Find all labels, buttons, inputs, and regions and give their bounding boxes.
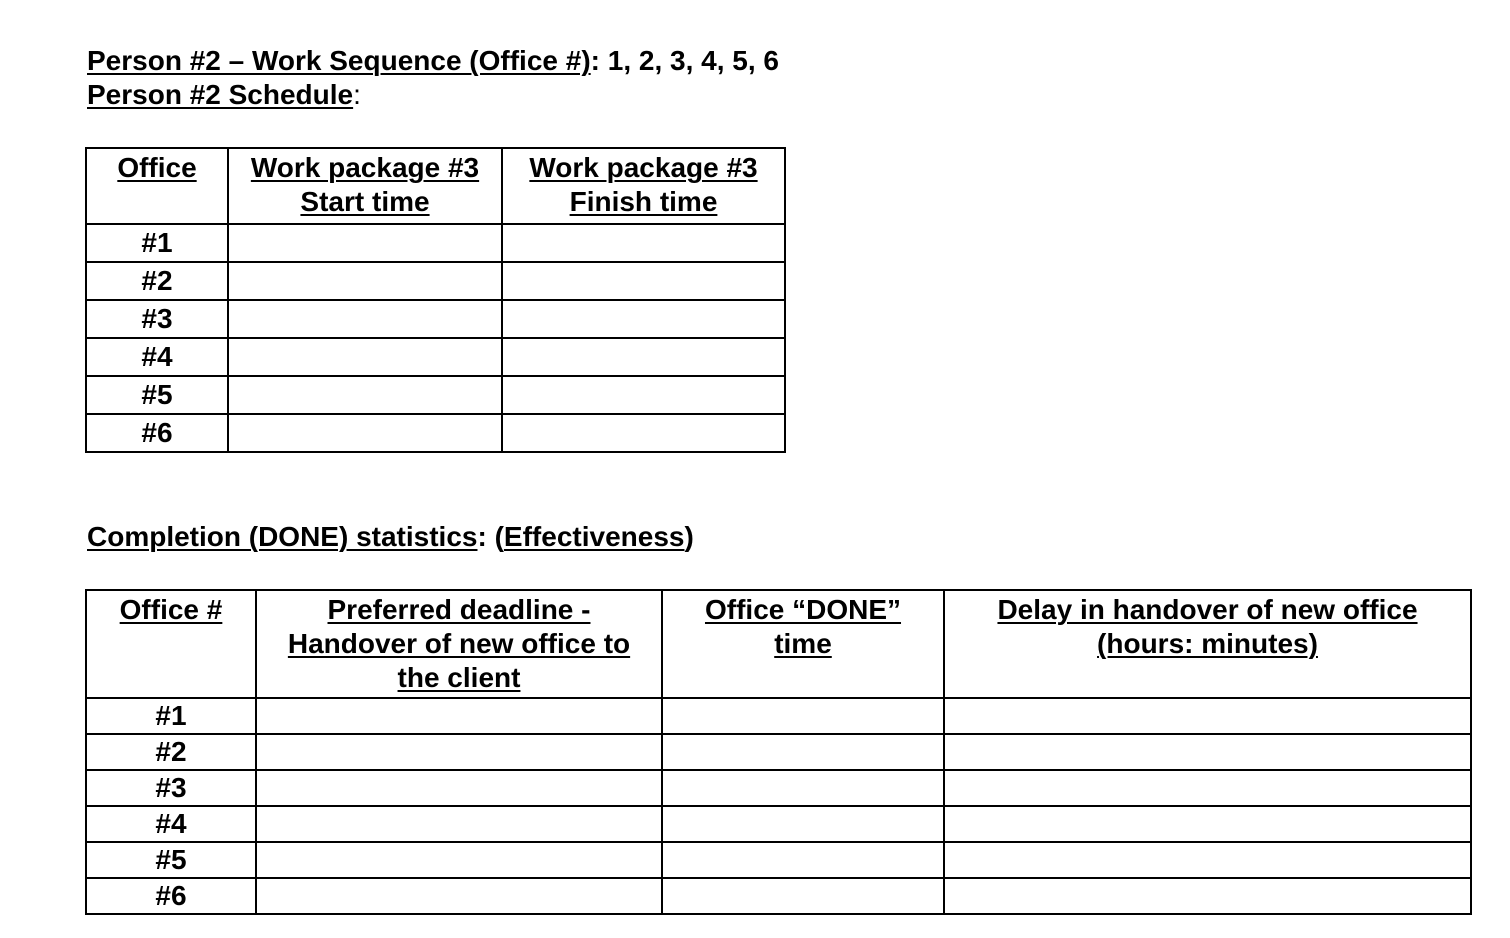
office-cell: #2 [86, 262, 228, 300]
schedule-colon: : [353, 79, 361, 110]
delay-cell[interactable] [944, 842, 1471, 878]
stats-header-done-time: Office “DONE” time [662, 590, 944, 698]
finish-time-cell[interactable] [502, 224, 785, 262]
deadline-cell[interactable] [256, 770, 662, 806]
office-cell: #1 [86, 224, 228, 262]
sequence-heading [87, 44, 779, 78]
start-time-cell[interactable] [228, 376, 502, 414]
schedule-header-office: Office [86, 148, 228, 224]
done-time-cell[interactable] [662, 698, 944, 734]
schedule-table [85, 147, 786, 453]
office-cell: #6 [86, 414, 228, 452]
stats-header-deadline: Preferred deadline - Handover of new office to the client [256, 590, 662, 698]
stats-separator: : ( [477, 521, 504, 552]
office-cell: #3 [86, 770, 256, 806]
schedule-header-row [86, 148, 785, 224]
delay-cell[interactable] [944, 878, 1471, 914]
office-cell: #4 [86, 806, 256, 842]
office-cell: #3 [86, 300, 228, 338]
schedule-heading [87, 78, 361, 112]
start-time-cell[interactable] [228, 414, 502, 452]
table-row [86, 698, 1471, 734]
office-cell: #5 [86, 842, 256, 878]
schedule-header-finish: Work package #3 Finish time [502, 148, 785, 224]
sequence-label: Person #2 – Work Sequence (Office #) [87, 45, 591, 76]
schedule-header-start: Work package #3 Start time [228, 148, 502, 224]
office-cell: #6 [86, 878, 256, 914]
stats-header-row [86, 590, 1471, 698]
done-time-cell[interactable] [662, 734, 944, 770]
stats-close: ) [684, 521, 694, 552]
delay-cell[interactable] [944, 770, 1471, 806]
office-cell: #5 [86, 376, 228, 414]
sequence-colon: : [590, 45, 600, 76]
stats-heading [87, 520, 694, 554]
office-cell: #4 [86, 338, 228, 376]
start-time-cell[interactable] [228, 338, 502, 376]
finish-time-cell[interactable] [502, 262, 785, 300]
deadline-cell[interactable] [256, 878, 662, 914]
table-row [86, 338, 785, 376]
table-row [86, 414, 785, 452]
stats-label: Completion (DONE) statistics [87, 521, 478, 552]
start-time-cell[interactable] [228, 224, 502, 262]
delay-cell[interactable] [944, 698, 1471, 734]
done-time-cell[interactable] [662, 878, 944, 914]
table-row [86, 734, 1471, 770]
done-time-cell[interactable] [662, 842, 944, 878]
deadline-cell[interactable] [256, 806, 662, 842]
stats-header-office: Office # [86, 590, 256, 698]
deadline-cell[interactable] [256, 842, 662, 878]
stats-header-delay: Delay in handover of new office (hours: minutes) [944, 590, 1471, 698]
table-row [86, 224, 785, 262]
finish-time-cell[interactable] [502, 300, 785, 338]
deadline-cell[interactable] [256, 734, 662, 770]
stats-sub-label: Effectiveness [503, 521, 685, 552]
finish-time-cell[interactable] [502, 414, 785, 452]
start-time-cell[interactable] [228, 300, 502, 338]
start-time-cell[interactable] [228, 262, 502, 300]
office-cell: #2 [86, 734, 256, 770]
done-time-cell[interactable] [662, 806, 944, 842]
stats-table [85, 589, 1472, 915]
done-time-cell[interactable] [662, 770, 944, 806]
delay-cell[interactable] [944, 734, 1471, 770]
finish-time-cell[interactable] [502, 376, 785, 414]
table-row [86, 842, 1471, 878]
table-row [86, 806, 1471, 842]
deadline-cell[interactable] [256, 698, 662, 734]
table-row [86, 376, 785, 414]
table-row [86, 770, 1471, 806]
table-row [86, 262, 785, 300]
sequence-values: 1, 2, 3, 4, 5, 6 [600, 45, 780, 76]
delay-cell[interactable] [944, 806, 1471, 842]
office-cell: #1 [86, 698, 256, 734]
finish-time-cell[interactable] [502, 338, 785, 376]
table-row [86, 300, 785, 338]
table-row [86, 878, 1471, 914]
schedule-label: Person #2 Schedule [87, 79, 354, 110]
